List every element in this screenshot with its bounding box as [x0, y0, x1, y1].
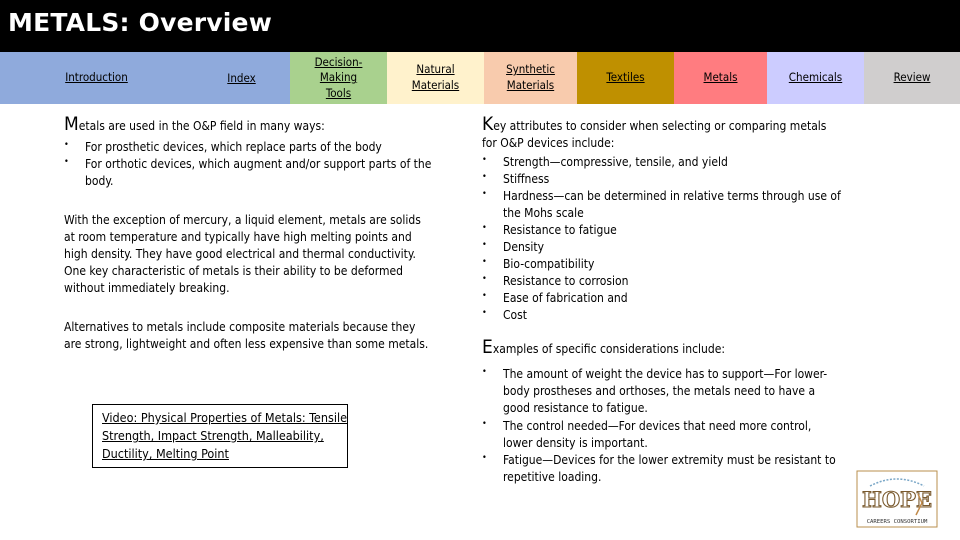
hope-logo — [856, 470, 938, 528]
alternatives-paragraph: Alternatives to metals include composite materials because they are strong, lightweight and often less expensive than some metals. — [64, 320, 429, 352]
tab-label: Review — [893, 70, 931, 85]
hope-logo-graphic — [856, 470, 938, 528]
tab-textiles[interactable] — [577, 52, 674, 104]
tab-chemicals[interactable] — [767, 52, 864, 104]
examples-heading — [482, 338, 842, 358]
list-item: • Hardness—can be determined in relative terms through use of the Mohs scale — [482, 188, 842, 222]
properties-paragraph: With the exception of mercury, a liquid element, metals are solids at room temperature and typically have high melting points and high density. They have good electrical and thermal conductivity. One key characteristic of metals is their ability to be deformed without immediately breaking. — [64, 213, 421, 296]
drop-cap: E — [482, 336, 493, 359]
nav-bar — [0, 52, 960, 104]
tab-label: Synthetic Materials — [506, 62, 555, 92]
left-column — [64, 115, 434, 353]
list-item: • The amount of weight the device has to support—For lower-body prostheses and orthoses, the metals need to have a good resistance to fatigue. — [482, 366, 842, 417]
tab-decision-making-tools[interactable] — [290, 52, 387, 104]
page-title: METALS: Overview — [8, 8, 273, 37]
tab-metals[interactable] — [674, 52, 767, 104]
key-attributes-heading — [482, 115, 842, 152]
tab-synthetic-materials[interactable] — [484, 52, 577, 104]
list-item: • Resistance to corrosion — [482, 273, 842, 290]
logo-wordmark: HOPE — [862, 487, 932, 512]
tab-label: Metals — [703, 70, 738, 85]
tab-natural-materials[interactable] — [387, 52, 484, 104]
tab-label: Natural Materials — [411, 62, 460, 92]
tab-label: Chemicals — [788, 70, 843, 85]
list-item: • For prosthetic devices, which replace parts of the body — [64, 139, 434, 156]
tab-label: Introduction — [65, 70, 128, 85]
tab-label: Decision-Making Tools — [314, 54, 363, 100]
examples-list — [482, 366, 842, 485]
title-bar — [0, 0, 960, 52]
list-item: • Ease of fabrication and — [482, 290, 842, 307]
drop-cap: K — [482, 113, 494, 135]
intro-text: etals are used in the O&P field in many ways: — [78, 119, 325, 133]
list-item: • The control needed—For devices that need more control, lower density is important. — [482, 418, 842, 452]
examples-text: xamples of specific considerations include: — [492, 342, 725, 357]
tab-label: Index — [227, 71, 256, 86]
list-item: • Strength—compressive, tensile, and yield — [482, 154, 842, 171]
list-item: • Cost — [482, 307, 842, 324]
tab-introduction[interactable] — [0, 52, 193, 104]
tab-index[interactable] — [193, 52, 290, 104]
list-item: • Fatigue—Devices for the lower extremity must be resistant to repetitive loading. — [482, 452, 842, 486]
list-item: • Bio-compatibility — [482, 256, 842, 273]
tab-review[interactable] — [864, 52, 960, 104]
list-item: • For orthotic devices, which augment and/or support parts of the body. — [64, 156, 434, 190]
list-item: • Resistance to fatigue — [482, 222, 842, 239]
list-item: • Stiffness — [482, 171, 842, 188]
drop-cap: M — [64, 113, 79, 135]
attributes-list — [482, 154, 842, 324]
uses-list — [64, 139, 434, 190]
key-attributes-text: ey attributes to consider when selecting or comparing metals for O&P devices include: — [482, 119, 827, 151]
video-link[interactable]: Video: Physical Properties of Metals: Tensile Strength, Impact Strength, Malleability, Ductility, Melting Point — [92, 404, 348, 468]
list-item: • Density — [482, 239, 842, 256]
logo-caption: CAREERS CONSORTIUM — [866, 519, 928, 525]
right-column — [482, 115, 842, 486]
tab-label: Textiles — [606, 70, 645, 85]
intro-heading — [64, 115, 434, 135]
